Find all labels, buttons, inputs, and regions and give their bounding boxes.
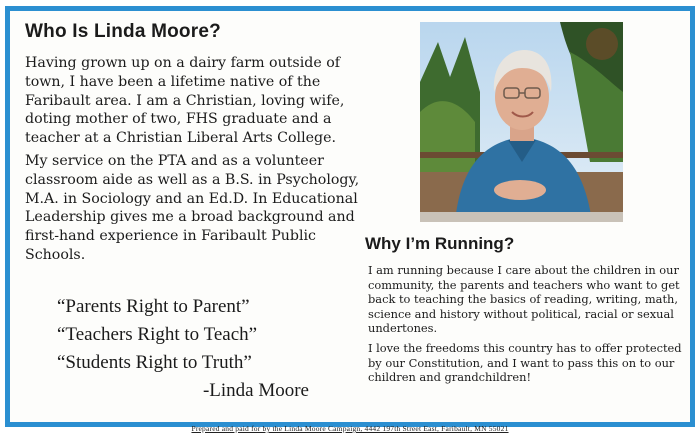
quote-parents: “Parents Right to Parent” — [57, 296, 250, 317]
quote-teachers: “Teachers Right to Teach” — [57, 324, 258, 345]
why-paragraph-2: I love the freedoms this country has to offer protected by our Constitution, and I want to pass this on to our children and grandchildren! — [368, 340, 682, 385]
disclaimer-footer — [0, 424, 700, 433]
bio-paragraph-1: Having grown up on a dairy farm outside of town, I have been a lifetime native of the Faribault area. I am a Christian, loving wife, doting mother of two, FHS graduate and a teacher at a Christian Liberal Arts College. — [25, 55, 345, 147]
candidate-photo-illustration — [420, 22, 623, 222]
bio-paragraph-2: My service on the PTA and as a volunteer classroom aide as well as a B.S. in Psychology, M.A. in Sociology and an Ed.D. In Educational Leadership gives me a broad background and first-hand experience in Faribault Public Schools. — [25, 152, 360, 263]
quotes-block — [57, 293, 317, 405]
disclaimer-text: Prepared and paid for by the Linda Moore Campaign, 4442 197th Street East, Faribault, MN 55021 — [191, 424, 509, 433]
quote-students: “Students Right to Truth” — [57, 352, 252, 373]
why-running-heading: Why I’m Running? — [365, 234, 515, 253]
page-title: Who Is Linda Moore? — [25, 21, 221, 42]
why-paragraph-1: I am running because I care about the children in our community, the parents and teachers who want to get back to teaching the basics of reading, writing, math, science and history without political, racial or sexual undertones. — [368, 263, 680, 336]
why-running-section — [368, 263, 686, 390]
signature: -Linda Moore — [202, 380, 309, 401]
candidate-photo — [420, 22, 623, 222]
bio-section — [25, 54, 370, 269]
